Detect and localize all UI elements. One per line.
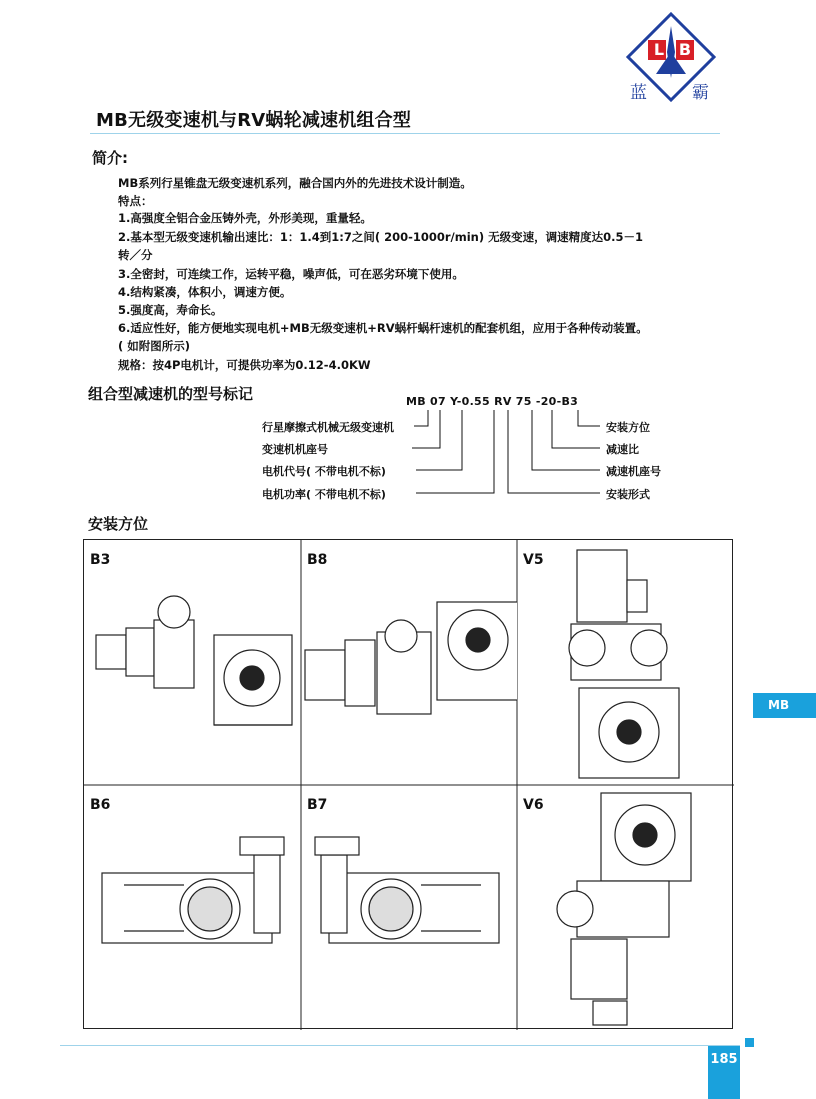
installation-grid bbox=[83, 539, 733, 1029]
page-title: MB无级变速机与RV蜗轮减速机组合型 bbox=[96, 110, 412, 131]
b8-drawing bbox=[301, 540, 517, 785]
logo-name-left: 蓝 bbox=[630, 83, 647, 103]
cell-label: V6 bbox=[523, 797, 544, 813]
v6-drawing bbox=[517, 785, 734, 1030]
code-label-left: 电机代号( 不带电机不标) bbox=[262, 465, 386, 478]
cell-label: B6 bbox=[90, 797, 111, 813]
footer-divider bbox=[60, 1045, 740, 1046]
section-tab: MB bbox=[753, 693, 816, 718]
model-code-leader-lines bbox=[0, 0, 816, 520]
intro-line: 4.结构紧凑，体积小，调速方便。 bbox=[118, 285, 292, 299]
cell-label: B7 bbox=[307, 797, 328, 813]
install-cell-b8 bbox=[301, 540, 517, 785]
b7-drawing bbox=[301, 785, 517, 1030]
logo-letter-b: B bbox=[678, 40, 692, 59]
intro-line: 1.高强度全铝合金压铸外壳，外形美现，重量轻。 bbox=[118, 211, 372, 225]
intro-line: MB系列行星锥盘无级变速机系列，融合国内外的先进技术设计制造。 bbox=[118, 176, 472, 190]
intro-line: 2.基本型无级变速机输出速比：1：1.4到1:7之间( 200-1000r/min) 无级变速，调速精度达0.5－1 bbox=[118, 230, 644, 244]
code-label-left: 变速机机座号 bbox=[262, 443, 328, 456]
install-cell-b7 bbox=[301, 785, 517, 1030]
intro-line: 6.适应性好，能方便地实现电机+MB无级变速机+RV蜗杆蜗杆速机的配套机组，应用于各种传动装置。 bbox=[118, 321, 648, 335]
v5-drawing bbox=[517, 540, 734, 785]
intro-line: ( 如附图所示) bbox=[118, 339, 191, 353]
cell-label: B8 bbox=[307, 552, 328, 568]
code-label-right: 安装形式 bbox=[606, 488, 650, 501]
logo-name-right: 霸 bbox=[692, 83, 709, 103]
code-label-left: 行星摩擦式机械无级变速机 bbox=[262, 421, 394, 434]
intro-line: 5.强度高，寿命长。 bbox=[118, 303, 223, 317]
footer-marker bbox=[745, 1038, 754, 1047]
install-cell-v6 bbox=[517, 785, 734, 1030]
b3-drawing bbox=[84, 540, 301, 785]
code-label-right: 减速机座号 bbox=[606, 465, 661, 478]
cell-label: V5 bbox=[523, 552, 544, 568]
model-code: MB 07 Y-0.55 RV 75 -20-B3 bbox=[406, 395, 579, 408]
code-label-right: 减速比 bbox=[606, 443, 639, 456]
code-label-left: 电机功率( 不带电机不标) bbox=[262, 488, 386, 501]
intro-heading: 简介: bbox=[92, 149, 128, 167]
install-cell-v5 bbox=[517, 540, 734, 785]
install-heading: 安装方位 bbox=[88, 515, 149, 533]
b6-drawing bbox=[84, 785, 301, 1030]
code-label-right: 安装方位 bbox=[606, 421, 650, 434]
model-heading: 组合型减速机的型号标记 bbox=[88, 385, 254, 403]
intro-line: 规格：按4P电机计，可提供功率为0.12-4.0KW bbox=[118, 358, 371, 372]
cell-label: B3 bbox=[90, 552, 111, 568]
install-cell-b3 bbox=[84, 540, 301, 785]
intro-line: 特点： bbox=[118, 194, 153, 208]
logo-letter-l: L bbox=[653, 40, 665, 59]
intro-line: 3.全密封，可连续工作，运转平稳，噪声低，可在恶劣环境下使用。 bbox=[118, 267, 464, 281]
install-cell-b6 bbox=[84, 785, 301, 1030]
intro-line: 转／分 bbox=[118, 248, 153, 262]
page-number: 185 bbox=[710, 1052, 738, 1067]
